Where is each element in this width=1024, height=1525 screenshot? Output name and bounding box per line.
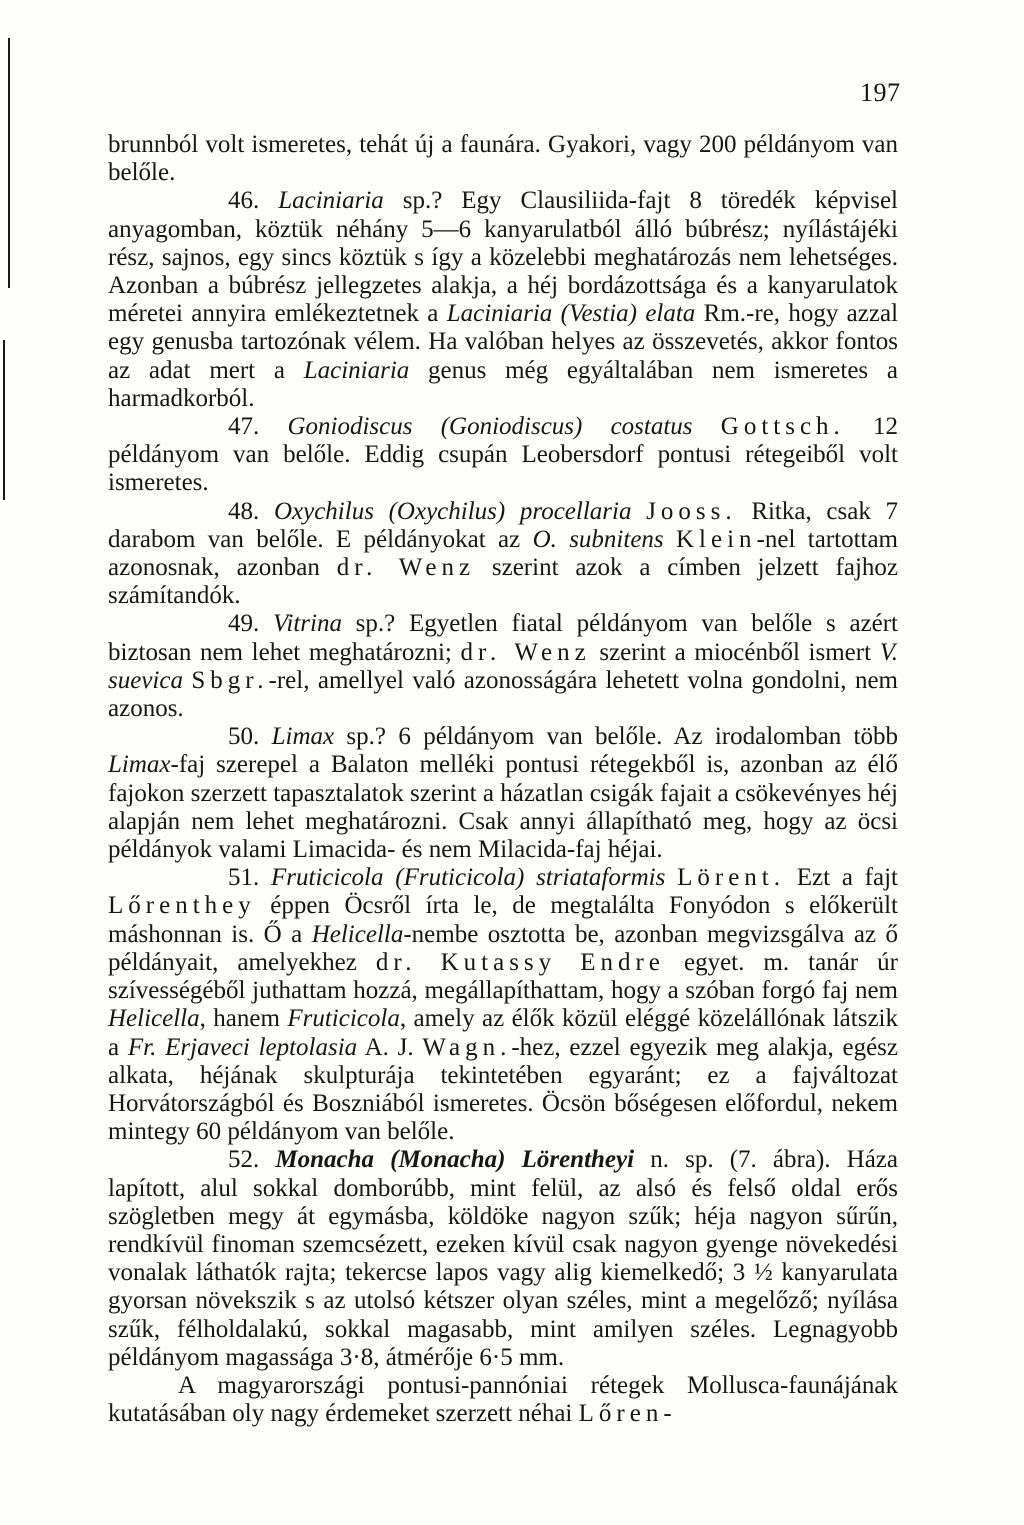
- text-run: [693, 413, 721, 440]
- author-name: Lőren-: [578, 1400, 677, 1428]
- text-run: 47.: [228, 413, 288, 441]
- paragraph: [108, 131, 898, 187]
- text-run: 50.: [228, 723, 272, 751]
- taxon-name: Oxychilus (Oxychilus) procellaria: [273, 497, 632, 525]
- text-run: -faj szerepel a Balaton melléki pontusi rétegekből is, azonban az élő fajokon szerzett tapasztalatok szerint a házatlan csigák fajait a csökevényes héj alapján nem lehet meghatározni. Csak annyi állapítható meg, hogy az öcsi példányok valami Limacida- és nem Milacida-faj héjai.: [108, 751, 898, 864]
- taxon-name: Laciniaria: [303, 356, 410, 384]
- text-run: sp.? 6 példányom van belőle. Az irodalomban több: [334, 723, 898, 751]
- taxon-name: O. subnitens: [532, 525, 664, 553]
- body-text: [108, 131, 898, 1428]
- taxon-name: V. suevica: [108, 638, 898, 694]
- paragraph: [108, 498, 898, 611]
- taxon-name: Vitrina: [272, 610, 342, 638]
- text-run: Rm.-re, hogy azzal egy genusba tartozónak vélem. Ha valóban helyes az összevetés, akkor fontos az adat mert a: [108, 300, 899, 384]
- author-name: dr. Wenz: [336, 554, 476, 582]
- author-name: Wagn.: [422, 1033, 512, 1061]
- taxon-name: Helicella: [311, 920, 404, 948]
- text-run: brunnból volt ismeretes, tehát új a faunára. Gyakori, vagy 200 példányom van belőle.: [108, 131, 898, 187]
- author-name: Lörent.: [677, 864, 785, 892]
- scan-edge-line-lower: [3, 340, 5, 500]
- taxon-name: Monacha (Monacha) Lörentheyi: [275, 1146, 635, 1174]
- taxon-name: Goniodiscus (Goniodiscus) costatus: [287, 413, 693, 441]
- text-run: -nembe osztotta be, azonban megvizsgálva az ő példányait, amelyekhez: [108, 920, 898, 976]
- text-run: , hanem: [199, 1005, 288, 1033]
- text-run: n. sp. (7. ábra). Háza lapított, alul sokkal domborúbb, mint felül, az alsó és felső oldal erős szögletben megy át egymásba, köldöke nagyon szűk; héja nagyon sűrűn, rendkívül finoman szemcsézett, ezeken kívül csak nagyon gyenge növekedési vonalak láthatók rajta; tekercse lapos vagy alig kiemelkedő; 3 ½ kanyarulata gyorsan növekszik s az utolsó kétszer olyan széles, mint a megelőző; nyílása szűk, félholdalakú, sokkal magasabb, mint amilyen széles. Legnagyobb példányom magassága 3·8, átmérője 6·5 mm.: [108, 1146, 899, 1371]
- author-name: Jooss.: [646, 497, 737, 525]
- text-run: sp.? Egyetlen fiatal példányom van belőle s azért biztosan nem lehet meghatározni;: [108, 610, 898, 666]
- author-name: Gottsch.: [720, 413, 845, 441]
- text-run: A. J.: [357, 1033, 423, 1061]
- paragraph: [108, 610, 898, 723]
- text-run: 51.: [228, 864, 272, 892]
- text-run: -nel tartottam azonosnak, azonban: [108, 525, 898, 582]
- paragraph: [108, 723, 898, 864]
- text-run: szerint azok a címben jelzett fajhoz számítandók.: [108, 554, 899, 610]
- text-run: szerint a miocénből ismert: [590, 638, 880, 666]
- paragraph: [108, 1372, 898, 1428]
- text-run: , amely az élők közül eléggé közelállónak látszik a: [108, 1005, 898, 1061]
- author-name: Sbgr.: [191, 666, 269, 694]
- text-run: -rel, amellyel való azonosságára lehetett volna gondolni, nem azonos.: [108, 666, 899, 723]
- taxon-name: Fruticicola: [287, 1005, 400, 1033]
- author-name: dr. Wenz: [460, 638, 591, 666]
- taxon-name: Laciniaria (Vestia) elata: [446, 300, 696, 328]
- taxon-name: Helicella: [108, 1005, 200, 1033]
- author-name: Lőrenthey: [108, 892, 256, 920]
- text-run: sp.? Egy Clausiliida-fajt 8 töredék képvisel anyagomban, köztük néhány 5—6 kanyarulatból álló búbrész; nyílástájéki rész, sajnos, egy sincs köztük s így a közelebbi meghatározás nem lehetséges. Azonban a búbrész jellegzetes alakja, a héj bordázottsága és a kanyarulatok méretei annyira emlékeztetnek a: [108, 187, 899, 328]
- text-run: 12 példányom van belőle. Eddig csupán Leobersdorf pontusi rétegeiből volt ismeretes.: [108, 413, 899, 497]
- taxon-name: Laciniaria: [278, 187, 384, 215]
- paragraph: [108, 864, 898, 1146]
- text-run: egyet. m. tanár úr szívességéből juthattam hozzá, megállapíthattam, hogy a szóban forgó faj nem: [108, 948, 899, 1005]
- paragraph: [108, 413, 898, 498]
- text-run: 46.: [228, 187, 279, 215]
- text-run: genus még egyáltalában nem ismeretes a harmadkorból.: [108, 356, 898, 412]
- author-name: dr. Kutassy Endre: [375, 948, 665, 976]
- taxon-name: Limax: [271, 723, 335, 751]
- text-run: éppen Öcsről írta le, de megtalálta Fonyódon s előkerült máshonnan is. Ő a: [108, 892, 898, 948]
- page-number: 197: [860, 78, 901, 107]
- text-run: -hez, ezzel egyezik meg alakja, egész alkata, héjának skulpturája tekintetében egyaránt; ez a fajváltozat Horvátországból és Boszniából ismeretes. Öcsön bőségesen előfordul, nekem mintegy 60 példányom van belőle.: [108, 1033, 898, 1146]
- text-run: 48.: [228, 497, 274, 525]
- scan-edge-line: [8, 38, 10, 288]
- paragraph: [108, 187, 898, 413]
- text-run: Ritka, csak 7 darabom van belőle. E példányokat az: [108, 497, 899, 553]
- text-run: A magyarországi pontusi-pannóniai rétegek Mollusca-faunájának kutatásában oly nagy érdemeket szerzett néhai: [108, 1371, 898, 1428]
- text-run: Ezt a fajt: [785, 864, 898, 892]
- text-run: [631, 498, 646, 525]
- taxon-name: Fr. Erjaveci leptolasia: [127, 1033, 358, 1061]
- text-run: [664, 526, 676, 553]
- paragraph: [108, 1146, 898, 1372]
- author-name: Klein: [676, 525, 757, 553]
- taxon-name: Limax: [108, 751, 171, 779]
- text-run: 52.: [228, 1146, 276, 1174]
- text-run: [665, 864, 677, 891]
- text-run: 49.: [228, 610, 273, 638]
- taxon-name: Fruticicola (Fruticicola) striataformis: [271, 864, 666, 892]
